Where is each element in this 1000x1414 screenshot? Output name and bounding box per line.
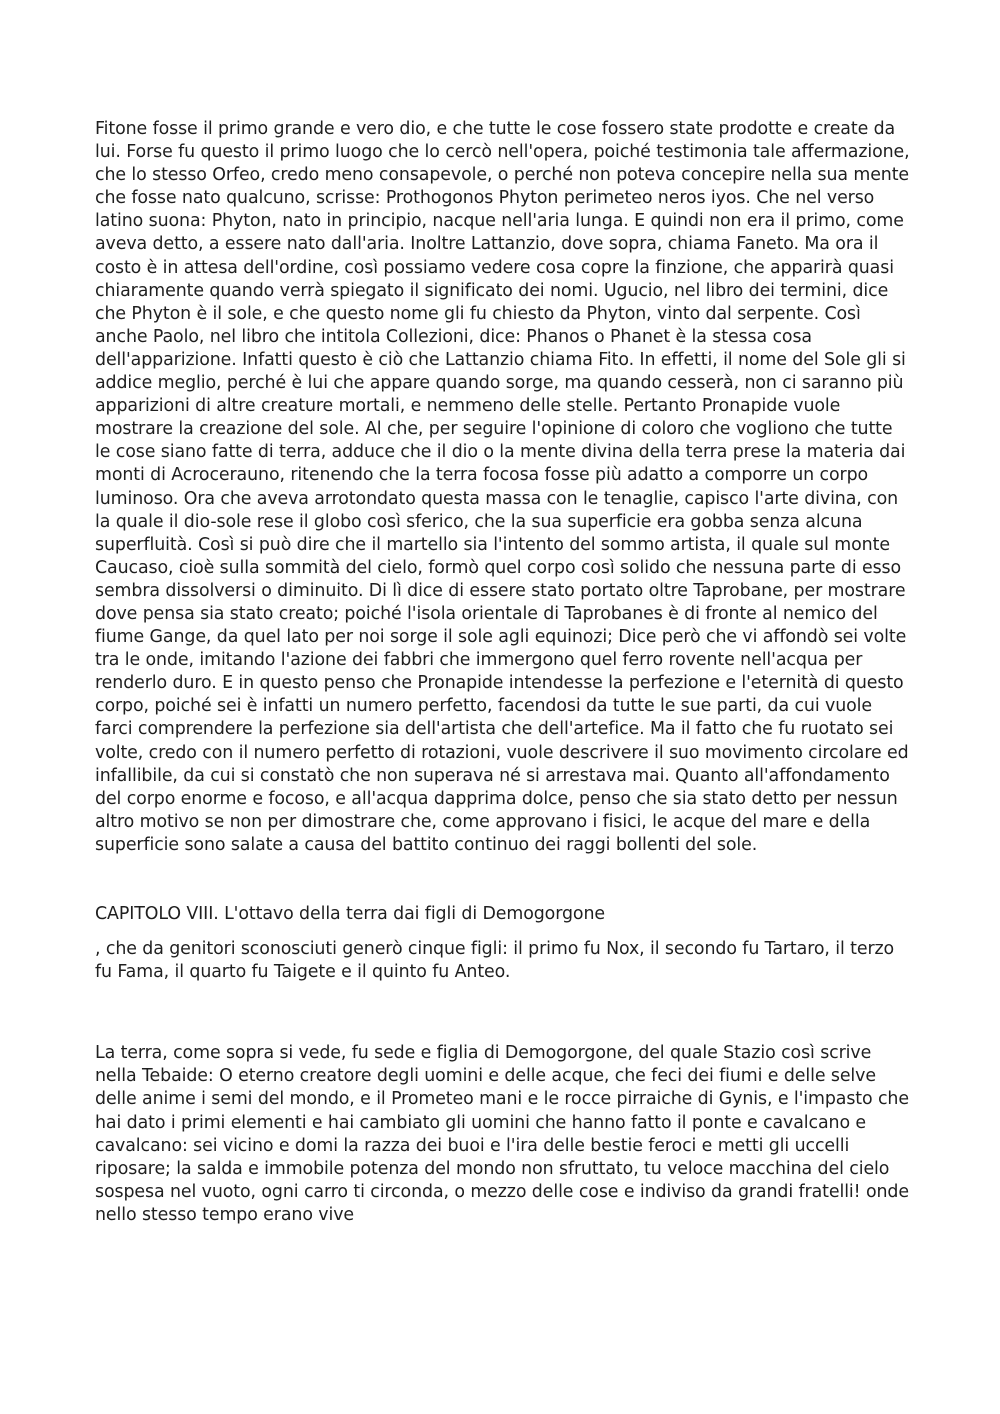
body-paragraph: Fitone fosse il primo grande e vero dio, e che tutte le cose fossero state prodotte e create da lui. Forse fu questo il primo luogo che lo cercò nell'opera, poiché testimonia tale affermazione, che lo stesso Orfeo, credo meno consapevole, o perché non poteva concepire nella sua mente che fosse nato qualcuno, scrisse: Prothogonos Phyton perimeteo neros iyos. Che nel verso latino suona: Phyton, nato in principio, nacque nell'aria lunga. E quindi non era il primo, come aveva detto, a essere nato dall'aria. Inoltre Lattanzio, dove sopra, chiama Faneto. Ma ora il costo è in attesa dell'ordine, così possiamo vedere cosa copre la finzione, che apparirà quasi chiaramente quando verrà spiegato il significato dei nomi. Ugucio, nel libro dei termini, dice che Phyton è il sole, e che questo nome gli fu chiesto da Phyton, vinto dal serpente. Così anche Paolo, nel libro che intitola Collezioni, dice: Phanos o Phanet è la stessa cosa dell'apparizione. Infatti questo è ciò che Lattanzio chiama Fito. In effetti, il nome del Sole gli si addice meglio, perché è lui che appare quando sorge, ma quando cesserà, non ci saranno più apparizioni di altre creature mortali, e nemmeno delle stelle. Pertanto Pronapide vuole mostrare la creazione del sole. Al che, per seguire l'opinione di coloro che vogliono che tutte le cose siano fatte di terra, adduce che il dio o la mente divina della terra prese la materia dai monti di Acroceraunο, ritenendo che la terra focosa fosse più adatto a comporre un corpo luminoso. Ora che aveva arrotondato questa massa con le tenaglie, capisco l'arte divina, con la quale il dio-sole rese il globo così sferico, che la sua superficie era gobba senza alcuna superfluità. Così si può dire che il martello sia l'intento del sommo artista, il quale sul monte Caucaso, cioè sulla sommità del cielo, formò quel corpo così solido che nessuna parte di esso sembra dissolversi o diminuito. Di lì dice di essere stato portato oltre Taprobane, per mostrare dove pensa sia stato creato; poiché l'isola orientale di Taprobanes è di fronte al nemico del fiume Gange, da quel lato per noi sorge il sole agli equinozi; Dice però che vi affondò sei volte tra le onde, imitando l'azione dei fabbri che immergono quel ferro rovente nell'acqua per renderlo duro. E in questo penso che Pronapide intendesse la perfezione e l'eternità di questo corpo, poiché sei è infatti un numero perfetto, facendosi da tutte le sue parti, da cui vuole farci comprendere la perfezione sia dell'artista che dell'artefice. Ma il fatto che fu ruotato sei volte, credo con il numero perfetto di rotazioni, vuole descrivere il suo movimento circolare ed infallibile, da cui si constatò che non superava né si arrestava mai. Quanto all'affondamento del corpo enorme e focoso, e all'acqua dapprima dolce, penso che sia stato detto per nessun altro motivo se non per dimostrare che, come approvano i fisici, le acque del mare e della superficie sono salate a causa del battito continuo dei raggi bollenti del sole. <box>95 119 910 855</box>
document-page <box>95 118 910 1227</box>
chapter-heading: CAPITOLO VIII. L'ottavo della terra dai figli di Demogorgone <box>95 904 605 924</box>
body-paragraph: , che da genitori sconosciuti generò cinque figli: il primo fu Nox, il secondo fu Tartaro, il terzo fu Fama, il quarto fu Taigete e il quinto fu Anteo. <box>95 939 895 983</box>
body-paragraph: La terra, come sopra si vede, fu sede e figlia di Demogorgone, del quale Stazio così scrive nella Tebaide: O eterno creatore degli uomini e delle acque, che feci dei fiumi e delle selve delle anime i semi del mondo, e il Prometeo mani e le rocce pirraiche di Gynis, e l'impasto che hai dato i primi elementi e hai cambiato gli uomini che hanno fatto il ponte e cavalcano e cavalcano: sei vicino e domi la razza dei buoi e l'ira delle bestie feroci e metti gli uccelli riposare; la salda e immobile potenza del mondo non sfruttato, tu veloce macchina del cielo sospesa nel vuoto, ogni carro ti circonda, o mezzo delle cose e indiviso da grandi fratelli! onde nello stesso tempo erano vive <box>95 1043 909 1225</box>
